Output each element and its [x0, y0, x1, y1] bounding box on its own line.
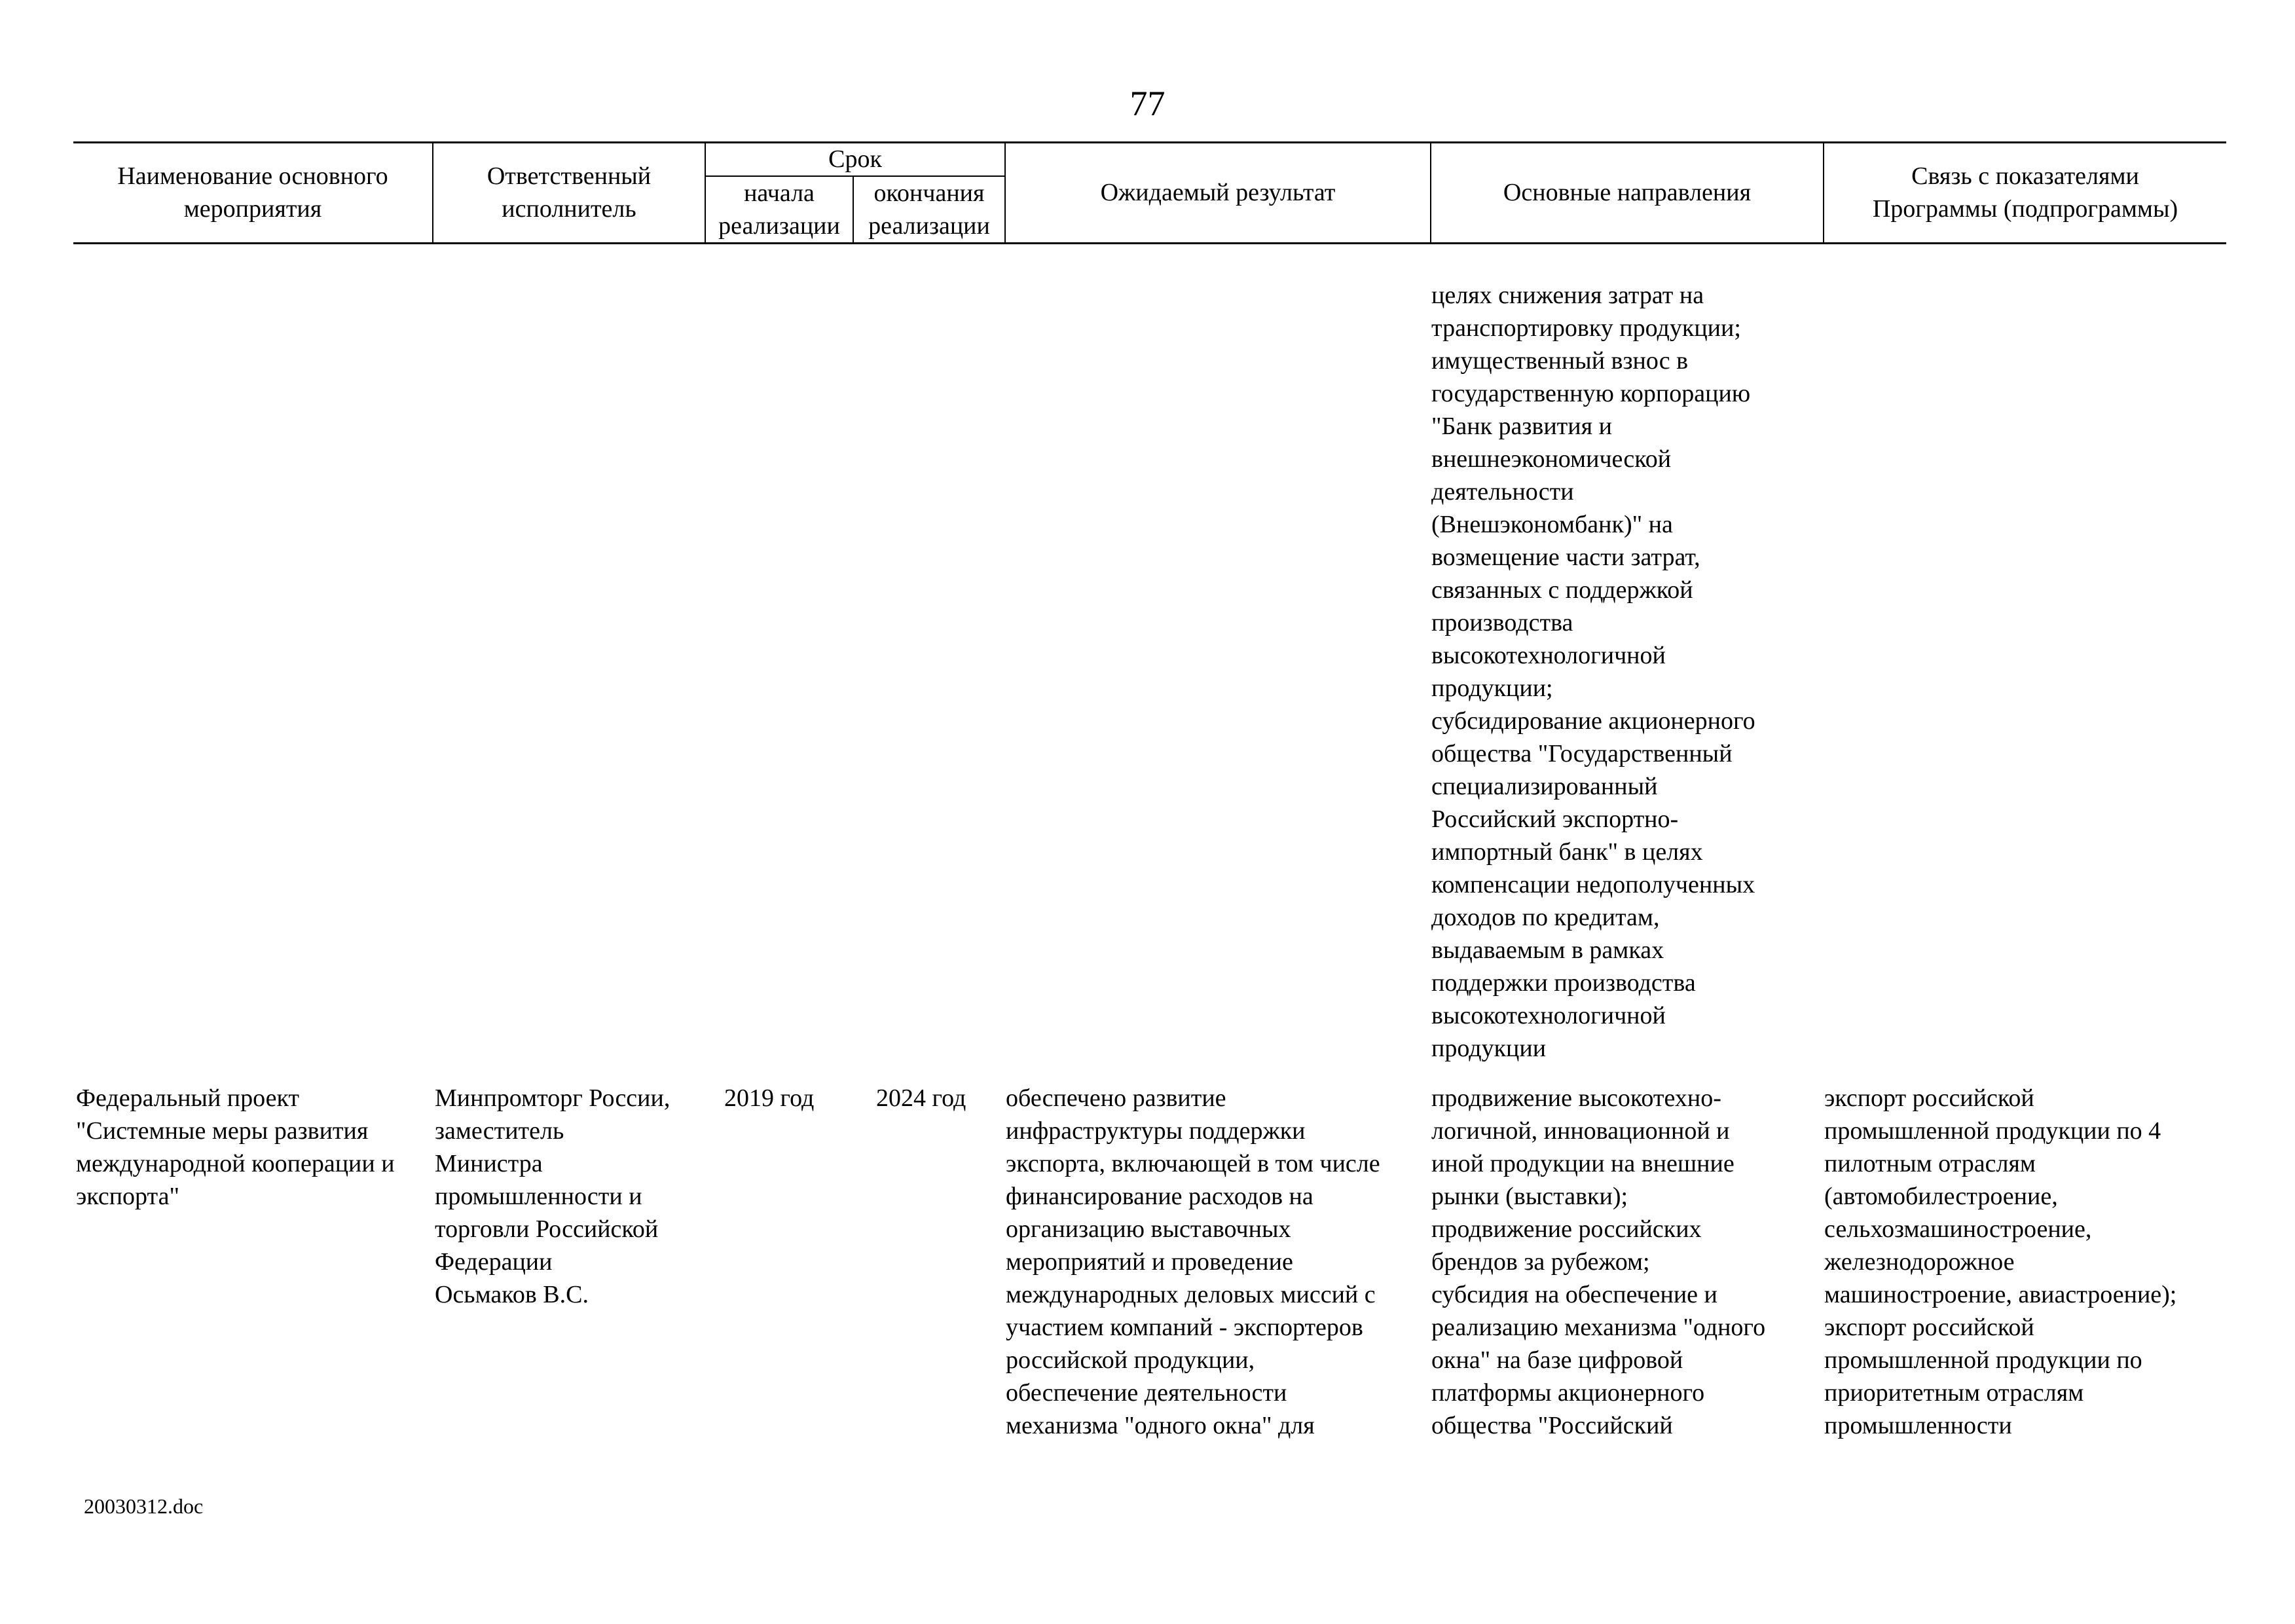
start-year: 2019 год: [724, 1084, 815, 1112]
header-indicators: Связь с показателями Программы (подпрограммы): [1872, 162, 2178, 223]
continuation-directions: целях снижения затрат на транспортировку продукции; имущественный взнос в государственную корпорацию "Банк развития и внешнеэкономической деятельности (Внешэкономбанк)" на возмещение части затрат, связанных с поддержкой производства высокотехнологичной продукции; субсидирование акционерного общества "Государственный специализированный Российский экспортно- импортный банк" в целях компенсации недополученных доходов по кредитам, выдаваемым в рамках поддержки производства высокотехнологичной продукции: [1431, 282, 1755, 1062]
header-end: окончания реализации: [868, 179, 990, 240]
header-executor: Ответственный исполнитель: [487, 162, 652, 223]
activity-name: Федеральный проект "Системные меры развития международной кооперации и экспорта": [76, 1084, 395, 1210]
header-srok: Срок: [828, 145, 882, 173]
header-main-directions: Основные направления: [1503, 179, 1752, 206]
header-main-activity: Наименование основного мероприятия: [117, 162, 388, 223]
header-expected-result: Ожидаемый результат: [1100, 179, 1336, 206]
program-indicators: экспорт российской промышленной продукции по 4 пилотным отраслям (автомобилестроение, сельхозмашиностроение, железнодорожное машиностроение, авиастроение); экспорт российской промышленной продукции по приоритетным отраслям промышленности: [1824, 1084, 2177, 1439]
header-start: начала реализации: [718, 179, 840, 240]
end-year: 2024 год: [876, 1084, 966, 1112]
header-bottom-rule: [73, 242, 2226, 244]
expected-result: обеспечено развитие инфраструктуры поддержки экспорта, включающей в том числе финансирование расходов на организацию выставочных мероприятий и проведение международных деловых миссий с участием компаний - экспортеров российской продукции, обеспечение деятельности механизма "одного окна" для: [1006, 1084, 1380, 1439]
footer-file-name: 20030312.doc: [84, 1494, 204, 1518]
page-number: 77: [1129, 84, 1166, 123]
main-directions: продвижение высокотехно- логичной, инновационной и иной продукции на внешние рынки (выставки); продвижение российских брендов за рубежом; субсидия на обеспечение и реализацию механизма "одного окна" на базе цифровой платформы акционерного общества "Российский: [1431, 1084, 1766, 1439]
responsible-executor: Минпромторг России, заместитель Министра промышленности и торговли Российской Федерации Осьмаков В.С.: [435, 1084, 670, 1308]
